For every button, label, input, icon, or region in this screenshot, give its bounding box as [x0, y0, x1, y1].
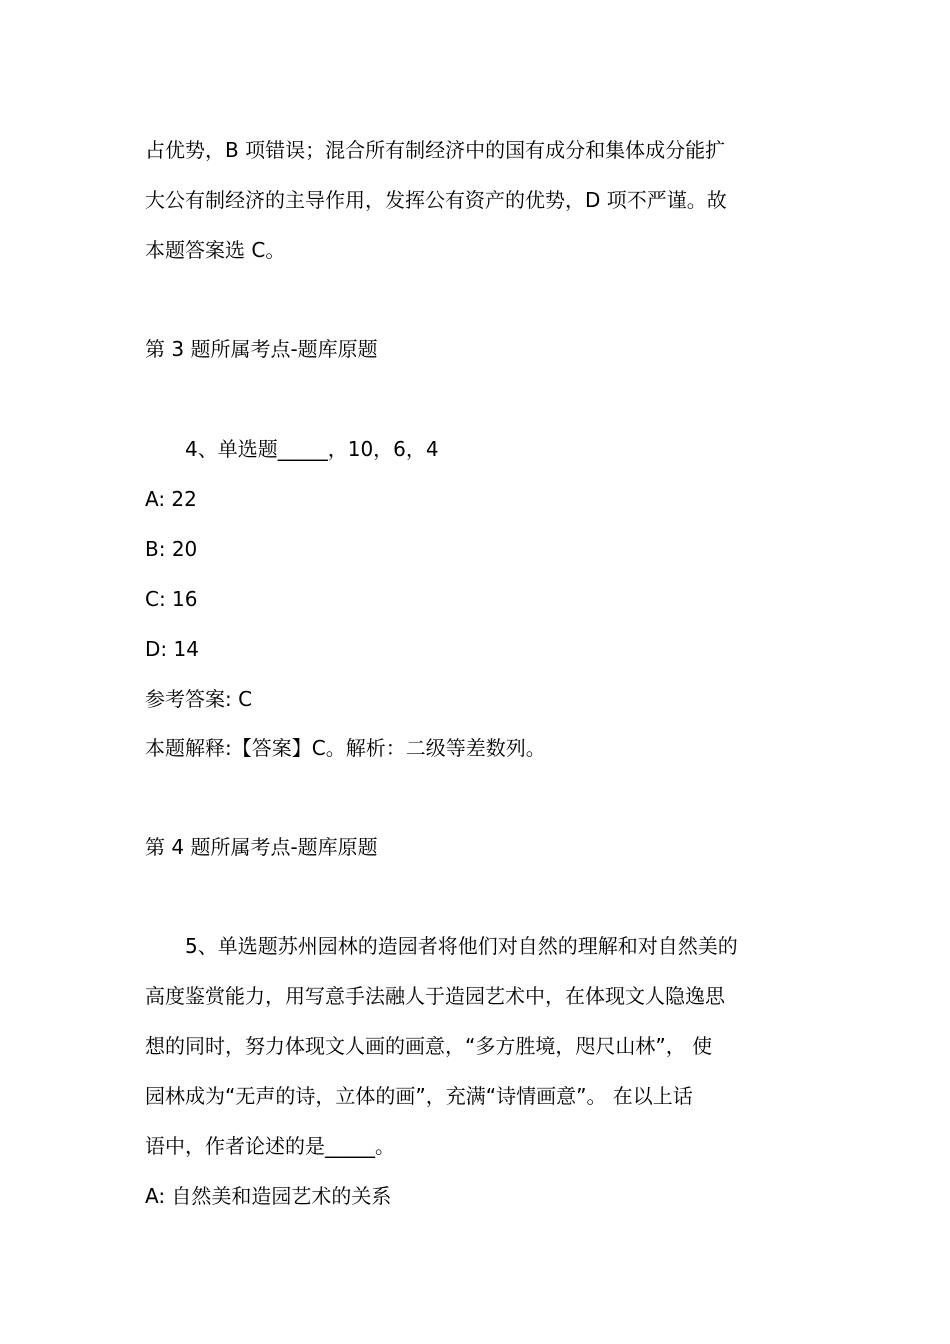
q4-option-b: B: 20	[145, 537, 198, 561]
q5-stem-line-1: 5、单选题苏州园林的造园者将他们对自然的理解和对自然美的	[185, 934, 738, 958]
q5-stem-line-3: 想的同时，努力体现文人画的画意，“多方胜境，咫尺山林”， 使	[145, 1034, 713, 1058]
q5-stem-line-2: 高度鉴赏能力，用写意手法融人于造园艺术中，在体现文人隐逸思	[145, 984, 725, 1008]
q4-explanation: 本题解释:【答案】C。解析：二级等差数列。	[145, 736, 546, 760]
q4-option-c: C: 16	[145, 587, 198, 611]
q4-option-d: D: 14	[145, 637, 199, 661]
q3-topic-label: 第 3 题所属考点-题库原题	[145, 337, 378, 361]
q5-option-a: A: 自然美和造园艺术的关系	[145, 1184, 392, 1208]
q4-stem: 4、单选题_____，10，6，4	[185, 437, 439, 461]
q5-stem-line-5: 语中，作者论述的是_____。	[145, 1134, 395, 1158]
q4-option-a: A: 22	[145, 487, 197, 511]
explanation-line-3: 本题答案选 C。	[145, 238, 286, 262]
q5-stem-line-4: 园林成为“无声的诗，立体的画”，充满“诗情画意”。 在以上话	[145, 1084, 693, 1108]
explanation-line-1: 占优势，B 项错误；混合所有制经济中的国有成分和集体成分能扩	[145, 138, 726, 162]
q4-topic-label: 第 4 题所属考点-题库原题	[145, 835, 378, 859]
explanation-line-2: 大公有制经济的主导作用，发挥公有资产的优势，D 项不严谨。故	[145, 188, 727, 212]
q4-answer: 参考答案: C	[145, 687, 253, 711]
